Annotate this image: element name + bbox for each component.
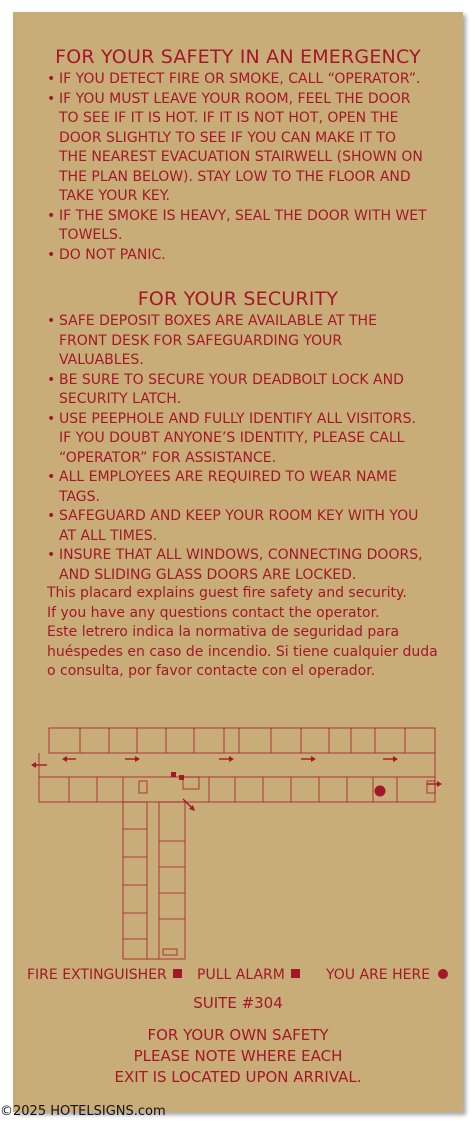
legend-label: FIRE EXTINGUISHER (27, 967, 167, 983)
floor-plan-wing-right (159, 802, 185, 959)
placard-info-text (47, 584, 447, 682)
legend-pull-alarm (197, 967, 300, 983)
list-item: • SAFE DEPOSIT BOXES ARE AVAILABLE AT THE FRONT DESK FOR SAFEGUARDING YOUR VALUABLES. (47, 312, 427, 371)
stairwell-marker (427, 781, 435, 793)
legend-label: PULL ALARM (197, 967, 285, 983)
stairwell-marker (139, 781, 147, 793)
list-item: • IF YOU MUST LEAVE YOUR ROOM, FEEL THE DOOR TO SEE IF IT IS HOT. IF IT IS NOT HOT, OPEN THE DOOR SLIGHTLY TO SEE IF YOU CAN MAKE IT TO THE NEAREST EVACUATION STAIRWELL (SHOWN ON THE PLAN BELOW). STAY LOW TO THE FLOOR AND TAKE YOUR KEY. (47, 90, 427, 207)
info-line: This placard explains guest fire safety and security. (47, 585, 407, 601)
list-item: • SAFEGUARD AND KEEP YOUR ROOM KEY WITH YOU AT ALL TIMES. (47, 507, 427, 546)
pull-alarm-marker (179, 775, 184, 780)
floor-plan (13, 717, 463, 977)
info-line: o consulta, por favor contacte con el operador. (47, 663, 376, 679)
square-icon (291, 969, 300, 978)
fire-extinguisher-marker (171, 772, 176, 777)
list-item: • INSURE THAT ALL WINDOWS, CONNECTING DOORS, AND SLIDING GLASS DOORS ARE LOCKED. (47, 546, 427, 585)
info-line: If you have any questions contact the operator. (47, 604, 380, 621)
emergency-list (47, 70, 427, 265)
copyright-text: ©2025 HOTELSIGNS.com (0, 1104, 166, 1119)
list-item: • ALL EMPLOYEES ARE REQUIRED TO WEAR NAME TAGS. (47, 468, 427, 507)
emergency-placard (13, 12, 463, 1112)
list-item: • BE SURE TO SECURE YOUR DEADBOLT LOCK AND SECURITY LATCH. (47, 371, 427, 410)
floor-plan-upper-rooms (49, 728, 435, 753)
dot-icon (438, 969, 448, 979)
closing-line: EXIT IS LOCATED UPON ARRIVAL. (114, 1068, 362, 1086)
list-item: • USE PEEPHOLE AND FULLY IDENTIFY ALL VISITORS. IF YOU DOUBT ANYONE’S IDENTITY, PLEASE CALL “OPERATOR” FOR ASSISTANCE. (47, 410, 427, 469)
stairwell-marker (163, 949, 177, 955)
legend-you-are-here (326, 967, 448, 983)
legend-label: YOU ARE HERE (326, 967, 431, 983)
closing-line: FOR YOUR OWN SAFETY (147, 1026, 329, 1044)
list-item: • IF THE SMOKE IS HEAVY, SEAL THE DOOR WITH WET TOWELS. (47, 207, 427, 246)
closing-message (13, 1025, 463, 1088)
emergency-title: FOR YOUR SAFETY IN AN EMERGENCY (55, 46, 421, 68)
suite-number: SUITE #304 (193, 994, 283, 1012)
legend-fire-extinguisher (27, 967, 182, 983)
floor-plan-wing-left (123, 802, 147, 959)
closing-line: PLEASE NOTE WHERE EACH (133, 1047, 343, 1065)
you-are-here-marker (375, 786, 386, 797)
info-line: Este letrero indica la normativa de seguridad para (47, 624, 400, 640)
security-title: FOR YOUR SECURITY (137, 288, 339, 310)
square-icon (173, 969, 182, 978)
list-item: • IF YOU DETECT FIRE OR SMOKE, CALL “OPERATOR”. (47, 70, 427, 90)
security-list (47, 312, 427, 585)
info-line: huéspedes en caso de incendio. Si tiene cualquier duda (47, 643, 438, 660)
list-item: • DO NOT PANIC. (47, 246, 427, 266)
